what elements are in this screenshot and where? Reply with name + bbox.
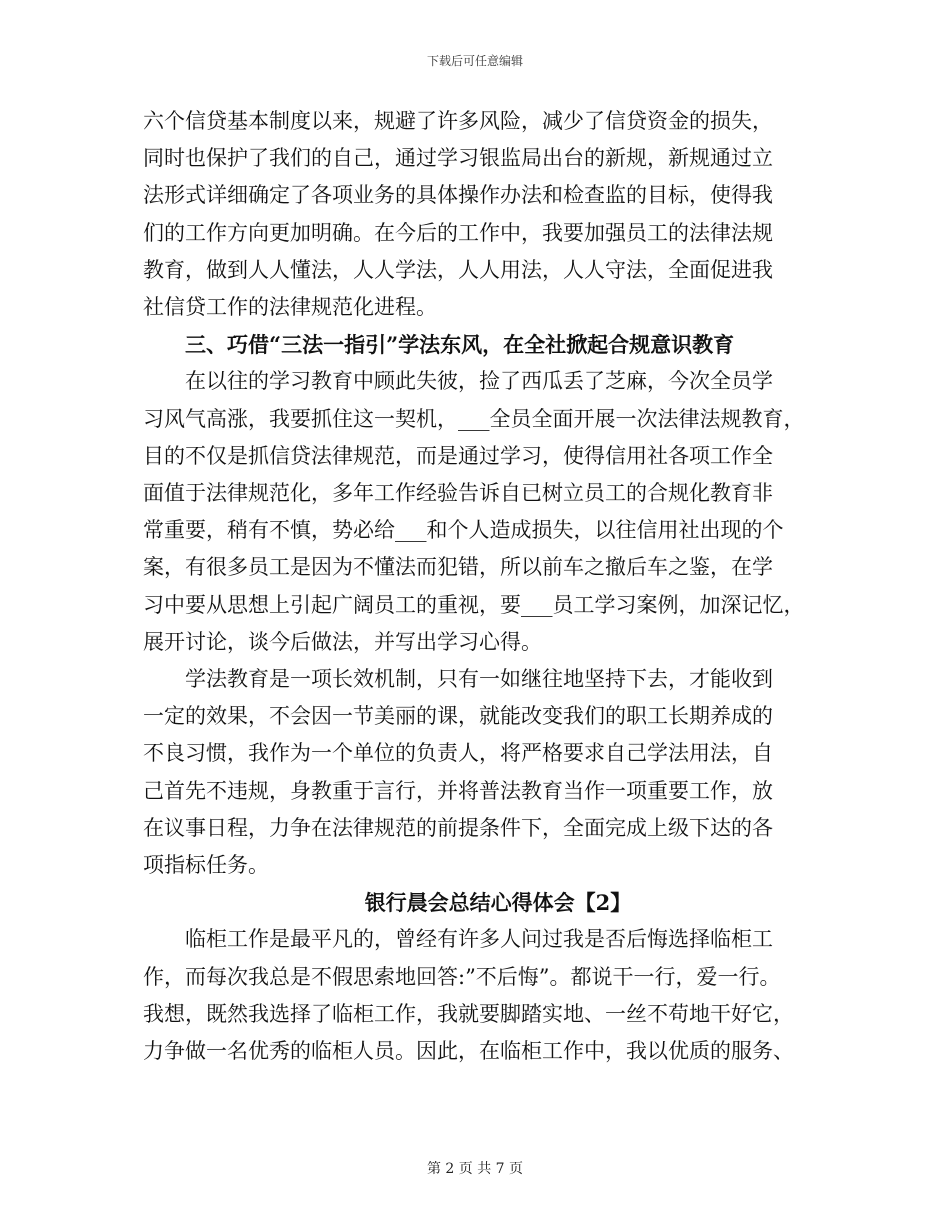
text-line: 力争做一名优秀的临柜人员。因此，在临柜工作中，我以优质的服务、 <box>143 1039 794 1064</box>
text-line: 学法教育是一项长效机制，只有一如继往地坚持下去，才能收到 <box>143 667 773 692</box>
text-line: 在以往的学习教育中顾此失彼，捡了西瓜丢了芝麻，今次全员学 <box>143 369 773 394</box>
text-line: 习中要从思想上引起广阔员工的重视，要___员工学习案例，加深记忆， <box>143 592 805 617</box>
paragraph-counter-work <box>143 921 833 1070</box>
text-line: 展开讨论，谈今后做法，并写出学习心得。 <box>143 629 542 654</box>
paragraph-mechanism <box>143 661 833 884</box>
page-number: 第 2 页 共 7 页 <box>426 1161 524 1177</box>
text-line: 案，有很多员工是因为不懂法而犯错，所以前车之撤后车之鉴，在学 <box>143 555 773 580</box>
text-line: 六个信贷基本制度以来，规避了许多风险，减少了信贷资金的损失， <box>143 109 773 133</box>
article-title <box>143 884 833 921</box>
text-line: 教育，做到人人懂法，人人学法，人人用法，人人守法，全面促进我 <box>143 257 773 282</box>
text-line: 在议事日程，力争在法律规范的前提条件下，全面完成上级下达的各 <box>143 815 773 840</box>
text-line: 一定的效果，不会因一节美丽的课，就能改变我们的职工长期养成的 <box>143 704 773 729</box>
text-line: 习风气高涨，我要抓住这一契机，___全员全面开展一次法律法规教育， <box>143 406 805 431</box>
page-header: 下载后可任意编辑 <box>426 54 523 68</box>
text-line: 项指标任务。 <box>143 853 269 878</box>
text-line: 们的工作方向更加明确。在今后的工作中，我要加强员工的法律法规 <box>143 220 773 245</box>
heading-line: 三、巧借“三法一指引”学法东风，在全社掀起合规意识教育 <box>143 332 735 358</box>
document-body <box>143 103 833 1070</box>
text-line: 临柜工作是最平凡的，曾经有许多人问过我是否后悔选择临柜工 <box>143 927 773 952</box>
text-line: 己首先不违规，身教重于言行，并将普法教育当作一项重要工作，放 <box>143 778 773 803</box>
text-line: 目的不仅是抓信贷法律规范，而是通过学习，使得信用社各项工作全 <box>143 443 773 468</box>
text-line: 面值于法律规范化，多年工作经验告诉自已树立员工的合规化教育非 <box>143 481 773 506</box>
text-line: 法形式详细确定了各项业务的具体操作办法和检查监的目标，使得我 <box>143 183 773 208</box>
section-heading <box>143 326 833 363</box>
text-line: 作，而每次我总是不假思索地回答:”不后悔”。都说干一行，爱一行。 <box>143 964 781 989</box>
title-line: 银行晨会总结心得体会【2】 <box>364 890 632 916</box>
text-line: 同时也保护了我们的自己，通过学习银监局出台的新规，新规通过立 <box>143 146 773 171</box>
text-line: 不良习惯，我作为一个单位的负责人，将严格要求自己学法用法，自 <box>143 741 773 766</box>
text-line: 社信贷工作的法律规范化进程。 <box>143 295 437 320</box>
paragraph-intro <box>143 103 833 326</box>
text-line: 我想，既然我选择了临柜工作，我就要脚踏实地、一丝不苟地干好它， <box>143 1001 794 1026</box>
text-line: 常重要，稍有不慎，势必给___和个人造成损失，以往信用社出现的个 <box>143 518 784 543</box>
paragraph-education <box>143 363 833 661</box>
